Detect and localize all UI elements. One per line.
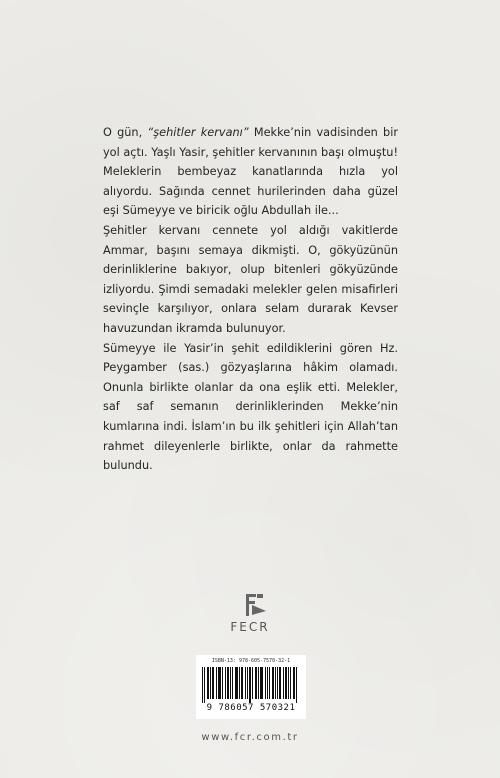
paragraph-1: O gün, “şehitler kervanı” Mekke’nin vadisinden bir yol açtı. Yaşlı Yasir, şehitler kervanının başı olmuştu! Meleklerin bembeyaz kanatlarında hızla yol alıyordu. Sağında cennet hurilerinden daha güzel eşi Sümeyye ve biricik oğlu Abdullah ile... [103, 126, 398, 218]
back-cover-text [103, 123, 398, 476]
barcode-digits: 9 786057 570321 [206, 703, 296, 713]
barcode-icon [202, 667, 300, 703]
emphasis-phrase: “şehitler kervanı” [147, 126, 249, 139]
publisher-name: FECR [230, 620, 270, 634]
publisher-website: www.fcr.com.tr [201, 732, 299, 743]
barcode-block [196, 655, 306, 719]
paragraph-3: Sümeyye ile Yasir’in şehit edildiklerini gören Hz. Peygamber (sas.) gözyaşlarına hâkim olamadı. Onunla birlikte olanlar da ona eşlik etti. Melekler, saf saf semanın derinliklerinden Mekke’nin kumlarına indi. İslam’ın bu ilk şehitleri için Allah’tan rahmet dileyenlerle birlikte, onlar da rahmette bulundu. [103, 341, 398, 473]
paragraph-2: Şehitler kervanı cennete yol aldığı vakitlerde Ammar, başını semaya dikmişti. O, gökyüzünün derinliklerine bakıyor, olup bitenleri gökyüzünde izliyordu. Şimdi semadaki melekler gelen misafirleri sevinçle karşılıyor, onlara selam durarak Kevser havuzundan ikramda bulunuyor. [103, 223, 398, 335]
isbn-text: ISBN-13: 978-605-7570-32-1 [211, 658, 291, 664]
